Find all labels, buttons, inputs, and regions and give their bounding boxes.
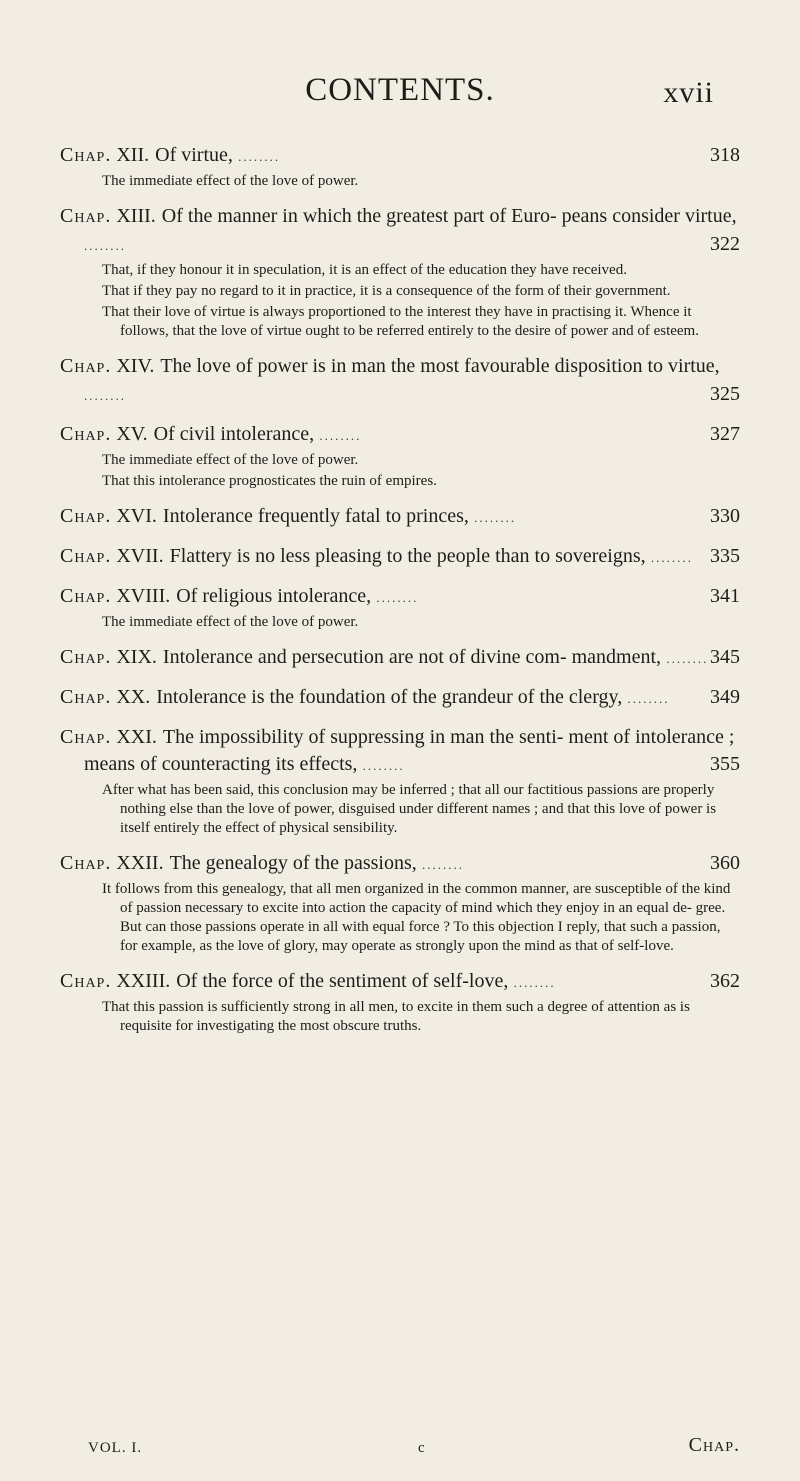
toc-entry — [60, 724, 740, 779]
chapter-label: Chap. — [60, 423, 112, 445]
chapter-title: Flattery is no less pleasing to the people than to sovereigns, — [169, 545, 646, 567]
chapter-label: Chap. — [60, 970, 112, 992]
toc-entry — [60, 421, 740, 449]
toc-entry — [60, 850, 740, 878]
dot-leader: ........ — [468, 510, 517, 525]
chapter-label: Chap. — [60, 686, 112, 708]
signature-mark: c — [418, 1440, 425, 1456]
chapter-number: XXII. — [116, 852, 164, 874]
toc-entry — [60, 353, 740, 409]
summary-line: After what has been said, this conclusion may be inferred ; that all our factitious passions are properly nothing else than the love of power, disguised under different names ; and that this love of power is itself entirely the effect of physical sensibility. — [102, 782, 717, 836]
dot-leader: ........ — [84, 388, 126, 403]
chapter-label: Chap. — [60, 646, 112, 668]
toc-entry — [60, 142, 740, 170]
toc-entry — [60, 684, 740, 712]
page-number: 325 — [710, 383, 740, 405]
chapter-title: Of virtue, — [155, 144, 233, 166]
chapter-number: XVIII. — [116, 585, 171, 607]
page-title: CONTENTS. — [305, 72, 495, 108]
page-number: 349 — [710, 686, 740, 708]
chapter-title: Intolerance is the foundation of the grandeur of the clergy, — [156, 686, 623, 708]
chapter-summary — [84, 451, 740, 491]
chapter-title: Intolerance frequently fatal to princes, — [162, 505, 469, 527]
page-number: 322 — [710, 233, 740, 255]
chapter-number: XIII. — [116, 205, 156, 227]
toc-entry — [60, 968, 740, 996]
chapter-label: Chap. — [60, 355, 112, 377]
dot-leader: ........ — [661, 651, 709, 666]
summary-line: That, if they honour it in speculation, it is an effect of the education they have received. — [102, 262, 627, 278]
summary-line: The immediate effect of the love of power. — [102, 452, 359, 468]
chapter-title: Of the manner in which the greatest part of Euro- peans consider virtue, — [161, 205, 737, 227]
page-number: 327 — [710, 423, 740, 445]
dot-leader: ........ — [314, 428, 362, 443]
chapter-title: Of the force of the sentiment of self-love, — [176, 970, 509, 992]
dot-leader: ........ — [371, 590, 419, 605]
chapter-title: The genealogy of the passions, — [169, 852, 417, 874]
chapter-title: The love of power is in man the most favourable disposition to virtue, — [160, 355, 720, 377]
chapter-number: XIX. — [116, 646, 157, 668]
chapter-summary — [84, 998, 740, 1036]
summary-line: That if they pay no regard to it in practice, it is a consequence of the form of their government. — [102, 283, 671, 299]
chapter-label: Chap. — [60, 144, 112, 166]
toc-entry — [60, 503, 740, 531]
chapter-number: XVI. — [116, 505, 157, 527]
volume-mark: VOL. I. — [88, 1440, 143, 1456]
summary-line: That this passion is sufficiently strong in all men, to excite in them such a degree of attention as is requisite for investigating the most obscure truths. — [102, 999, 690, 1034]
toc-entry — [60, 203, 740, 259]
page-header — [0, 72, 800, 122]
page-number: 345 — [710, 646, 740, 668]
page-number: 330 — [710, 505, 740, 527]
summary-line: It follows from this genealogy, that all men organized in the common manner, are susceptible of the kind of passion necessary to excite into action the capacity of mind which they enjoy in an equal de- gree. But can those passions operate in all with equal force ? To this objection I reply, that such a passion, for example, as the love of glory, may operate as strongly upon the mind as that of self-love. — [102, 881, 731, 954]
chapter-label: Chap. — [60, 505, 112, 527]
chapter-label: Chap. — [60, 585, 112, 607]
catchword: Chap. — [688, 1434, 740, 1456]
chapter-summary — [84, 781, 740, 838]
table-of-contents — [60, 130, 740, 1038]
chapter-title: The impossibility of suppressing in man the senti- ment of intolerance ; means of counteracting its effects, — [84, 726, 735, 775]
page-footer — [88, 1434, 740, 1464]
chapter-label: Chap. — [60, 852, 112, 874]
dot-leader: ........ — [508, 975, 556, 990]
dot-leader: ........ — [416, 857, 464, 872]
toc-entry — [60, 583, 740, 611]
chapter-label: Chap. — [60, 205, 112, 227]
chapter-label: Chap. — [60, 545, 112, 567]
chapter-title: Of religious intolerance, — [176, 585, 372, 607]
page-number: 360 — [710, 852, 740, 874]
chapter-title: Of civil intolerance, — [153, 423, 315, 445]
page-number: 341 — [710, 585, 740, 607]
chapter-summary — [84, 880, 740, 956]
toc-entry — [60, 543, 740, 571]
chapter-number: XXI. — [116, 726, 157, 748]
chapter-number: XVII. — [116, 545, 164, 567]
page-number: 335 — [710, 545, 740, 567]
chapter-summary — [84, 172, 740, 191]
summary-line: That their love of virtue is always proportioned to the interest they have in practising it. Whence it follows, that the love of virtue ought to be referred entirely to the desire of power and of esteem. — [102, 304, 699, 339]
chapter-number: XII. — [116, 144, 150, 166]
dot-leader: ........ — [645, 550, 693, 565]
summary-line: The immediate effect of the love of power. — [102, 173, 359, 189]
page-folio: xvii — [663, 76, 714, 109]
chapter-number: XX. — [116, 686, 151, 708]
chapter-label: Chap. — [60, 726, 112, 748]
page-number: 318 — [710, 144, 740, 166]
toc-entry — [60, 644, 740, 672]
chapter-number: XXIII. — [116, 970, 171, 992]
summary-line: The immediate effect of the love of power. — [102, 614, 359, 630]
dot-leader: ........ — [357, 758, 405, 773]
summary-line: That this intolerance prognosticates the ruin of empires. — [102, 473, 437, 489]
dot-leader: ........ — [622, 691, 670, 706]
chapter-number: XV. — [116, 423, 148, 445]
chapter-title: Intolerance and persecution are not of divine com- mandment, — [162, 646, 662, 668]
chapter-number: XIV. — [116, 355, 155, 377]
chapter-summary — [84, 613, 740, 632]
dot-leader: ........ — [84, 238, 126, 253]
dot-leader: ........ — [232, 149, 281, 164]
page-number: 362 — [710, 970, 740, 992]
chapter-summary — [84, 261, 740, 341]
page-number: 355 — [710, 753, 740, 775]
